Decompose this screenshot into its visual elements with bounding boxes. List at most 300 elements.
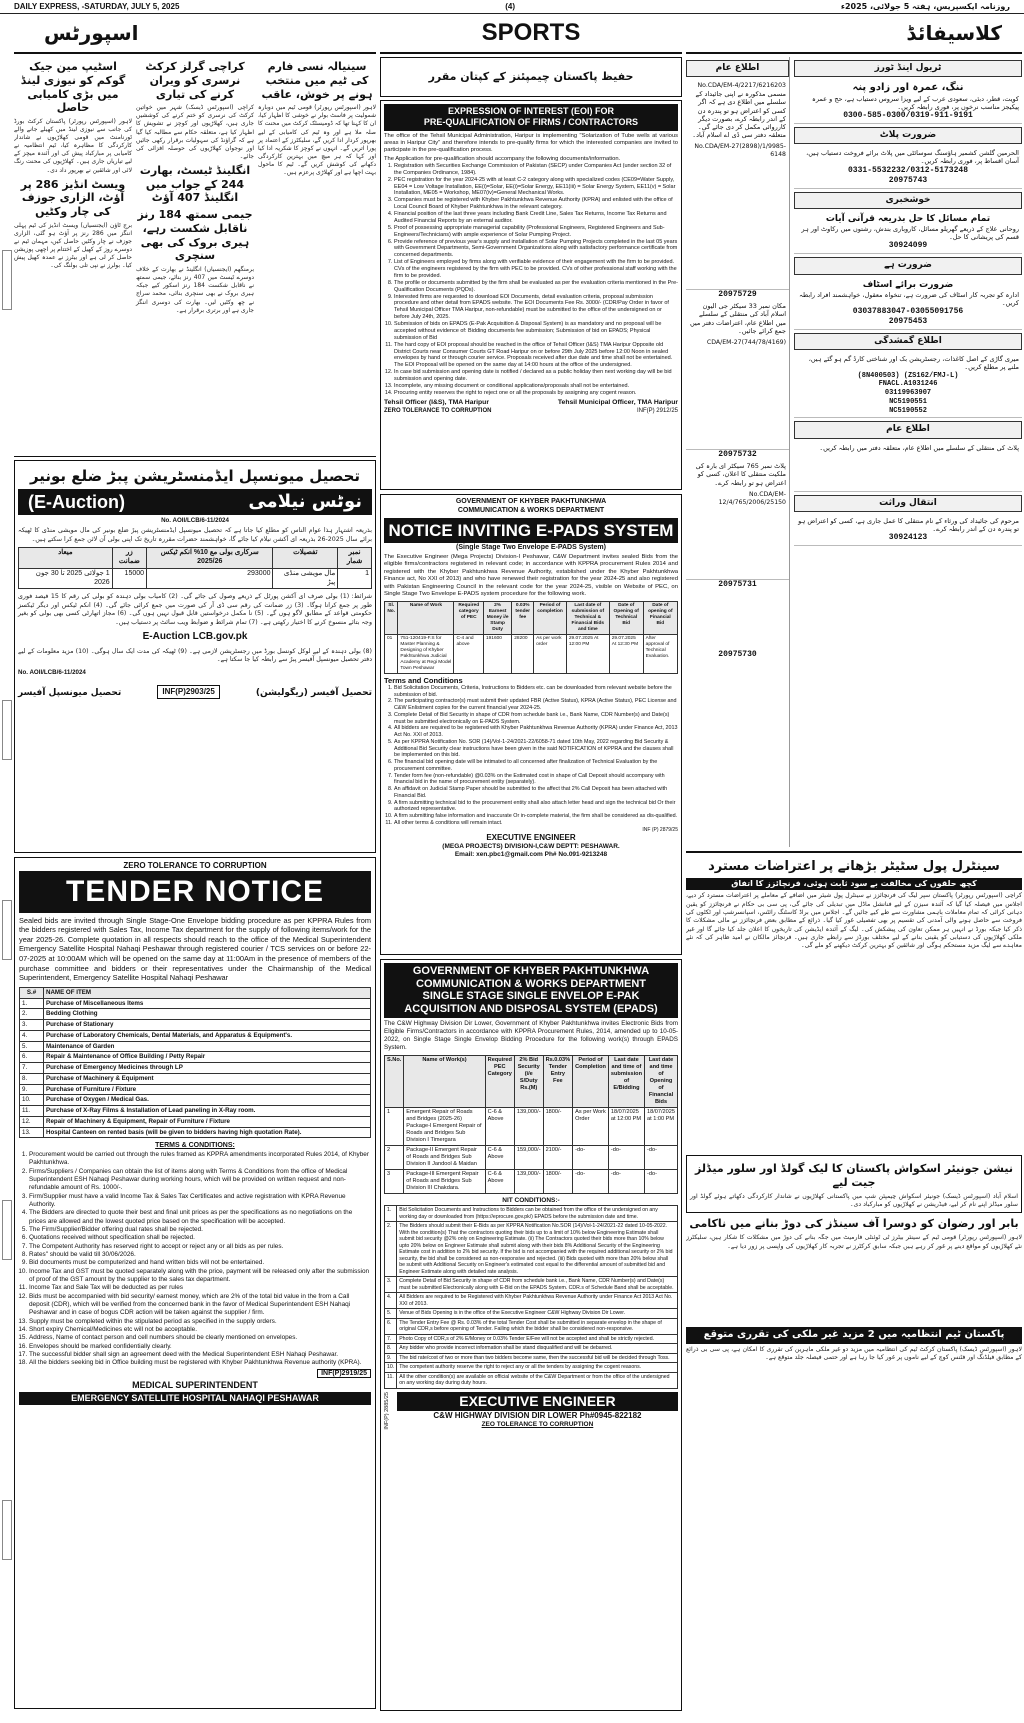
news-text: لاہور (اسپورٹس رپورٹر) قومی ٹیم میں دوبارہ شمولیت پر فاسٹ بولر نے خوشی کا اظہار کیا، ان کا کہنا تھا کہ ڈومیسٹک کرکٹ میں محنت کا صلہ ملا ہے اور وہ ٹیم کی کامیابی کے لیے بھرپور کردار ادا کریں گے، سلیکٹرز کے اعتماد پر پورا اتریں گے۔ انہوں نے کوچز کا شکریہ ادا کیا اور کہا کہ ہر میچ میں بہترین کارکردگی دکھانے کی کوشش کریں گے۔ ٹیم کا ماحول بہت اچھا ہے اور کھلاڑی پرعزم ہیں۔ [258, 104, 376, 176]
nit-condition: All Bidders are required to be Registered with Khyber Pakhtunkhwa Revenue Authority under Finance Act 2013 Act No. XXI of 2013. [397, 1293, 678, 1309]
term-item: 3. Firm/Supplier must have a valid Income Tax & Sales Tax Certificates and active registration with KPRA Revenue Authority. [29, 1193, 371, 1210]
table-cell: 1 [338, 568, 372, 589]
term-item: 7. The Competent Authority has reserved right to accept or reject any or all bids as per rules. [29, 1243, 371, 1251]
term-item: 8. An affidavit on Judicial Stamp Paper should be submitted to the affect that 2% Call Deposit has been attached with Financial Bid. [394, 786, 678, 800]
epads2-title-3: SINGLE STAGE SINGLE ENVELOP E-PAK [422, 990, 640, 1003]
inf-code: INF(P)2903/25 [157, 685, 219, 699]
eauction-english-sub: (E-Auction) [28, 491, 125, 512]
classified-item: تمام مسائل کا حل بذریعہ قرآنی آیات روحانی علاج کے ذریعے گھریلو مسائل، کاروباری بندش، رشتوں میں رکاوٹ اور ہر قسم کی پریشانی کا حل۔ 30924099 [794, 212, 1022, 255]
epads2-table-head [385, 1056, 678, 1108]
term-item: 1. Bid Solicitation Documents, Criteria, Instructions to Bidders etc. can be downloaded from relevant website before the submission of bid. [394, 685, 678, 699]
item-name: Repair of Machinery & Equipment, Repair of Furniture / Fixture [44, 1116, 371, 1127]
sports-headline: اسٹیپ مین جیک گوکم کو نیوزی لینڈ میں بڑی کامیابی حاصل [20, 60, 126, 115]
table-cell: C-6 & Above [485, 1108, 514, 1146]
table-cell: -do- [573, 1170, 609, 1194]
nit-title: NIT CONDITIONS:- [502, 1196, 560, 1204]
news-text: اسلام آباد (اسپورٹس ڈیسک) جونیئر اسکواش چیمپئن شپ میں پاکستانی کھلاڑیوں نے شاندار کارکردگی دکھاتے ہوئے گولڈ اور سلور میڈلز اپنے نام کر لیے، فیڈریشن نے کھلاڑیوں کو مبارکباد دی۔ [690, 1192, 1018, 1209]
news-box [686, 1155, 1022, 1213]
eoi-point: 14. Procuring entity reserves the right to reject one or all the proposals by assigning any cogent reason. [394, 390, 678, 397]
sports-urdu-header [14, 14, 376, 54]
table-row [20, 1116, 371, 1127]
eauction-urdu-sub: نوٹس نیلامی [248, 490, 362, 512]
eauction-ref: No. AOII/LCB/6-11/2024 [161, 517, 229, 525]
table-cell: 28200 [512, 634, 534, 673]
inf-code: INF(P) 2885/25 [384, 1391, 390, 1430]
table-cell: Package-II Emergent Repair of Roads and Bridges Sub Division II Jandool & Maidan [404, 1146, 485, 1170]
term-item: 17. The successful bidder shall sign an agreement deed with the Medical Superintendent ESH Nahaqi Peshawar. [29, 1351, 371, 1359]
epads1-sub: (Single Stage Two Envelope E-PADS System) [456, 543, 606, 551]
item-name: Purchase of Oxygen / Medical Gas. [44, 1095, 371, 1106]
col-header: 2% Earnest Money i/e Stamp Duty [483, 601, 511, 634]
table-cell: 1800/- [543, 1170, 573, 1194]
sports-headline: انگلینڈ ٹیسٹ، بھارت 244 کے جواب میں انگلینڈ 407 آؤٹ [139, 163, 251, 205]
item-name: Hospital Canteen on rented basis (will be given to bidders having high quotation Rate). [44, 1127, 371, 1138]
epads1-gov-1: GOVERNMENT OF KHYBER PAKHTUNKHWA [455, 498, 607, 505]
table-cell: 159,000/- [514, 1146, 543, 1170]
lost-ref[interactable]: 03119963907 [884, 389, 932, 397]
nit-table [384, 1205, 678, 1389]
col-header: 0.03% tender fee [512, 601, 534, 634]
term-item: 5. The Firm/Supplier/Bidder offering dual rates shall be rejected. [29, 1226, 371, 1234]
item-number: 7. [20, 1063, 44, 1074]
col-header: Last date and time of submission of E/Bidding [608, 1056, 644, 1108]
phone-number[interactable]: 0331-5532232/0312-5173248 [847, 165, 969, 175]
lost-ref: NC5190551 [889, 397, 927, 406]
eoi-notice [380, 100, 682, 490]
term-item: 15. Address, Name of contact person and cell numbers should be clearly mentioned on envelopes. [29, 1334, 371, 1342]
masthead-date-left: DAILY EXPRESS, -SATURDAY, JULY 5, 2025 [14, 1, 180, 11]
item-number: 8. [385, 1344, 397, 1354]
table-cell: 1 جولائی 2025 تا 30 جون 2026 [19, 568, 113, 589]
sports-headline: کراچی گرلز کرکٹ نرسری کو ویران کرنے کی تیاری [145, 60, 245, 101]
sports-headline: ویسٹ انڈیز 286 پر آؤٹ، الزاری جوزف کی چار وکٹیں [20, 177, 126, 219]
eoi-title-1: EXPRESSION OF INTEREST (EOI) FOR [447, 106, 615, 116]
epads1-footer-2: (MEGA PROJECTS) DIVISION-I,C&W DEPTT: PESHAWAR. [442, 842, 620, 850]
travel-offer: ننگ، عمرہ اور زادو پنہ [852, 82, 964, 94]
ref-code: No.CDA/EM-4/2217/6216203 [697, 82, 786, 90]
table-row [19, 568, 372, 589]
epads1-footer-1: EXECUTIVE ENGINEER [486, 832, 576, 842]
table-row [385, 1170, 678, 1194]
col-header: S.No. [385, 1056, 404, 1108]
classified-heading: اطلاع گمشدگی [794, 333, 1022, 350]
classified-col-right [794, 57, 1022, 847]
epads1-table-head [385, 601, 678, 634]
eauction-conditions: شرائط: (1) بولی صرف ای آکشن پورٹل کے ذریعے وصول کی جائے گی۔ (2) کامیاب بولی دہندہ کو بولی کی رقم کا 15 فیصد فوری طور پر جمع کرانا ہوگا۔ (3) زر ضمانت کی رقم سی ڈی آر کی صورت میں جمع کرائی جائے گی۔ (4) انکم ٹیکس اور دیگر ٹیکسز حکومتی قواعد کے مطابق لاگو ہوں گے۔ (5) نا مکمل درخواستیں قابل قبول نہیں ہوں گی۔ (6) مجاز اتھارٹی کسی بھی بولی کو بغیر وجہ بتائے منسوخ کرنے کا اختیار رکھتی ہے۔ (7) تمام شرائط و ضوابط ویب سائٹ پر دستیاب ہیں۔ [18, 593, 373, 626]
lost-ref: NC5190552 [889, 406, 927, 415]
table-row [385, 1334, 678, 1344]
nit-condition: Any bidder who provide incorrect information shall be stand disqualified and will be debarred. [397, 1344, 678, 1354]
sports-news-col [14, 57, 132, 453]
item-number: 11. [20, 1106, 44, 1117]
item-name: Bedding Clothing [44, 1009, 371, 1020]
eoi-point: 13. Incomplete, any missing document or conditional applications/proposals shall not be entertained. [394, 383, 678, 390]
term-item: 18. All the bidders seeking bid in Office building must be registered with Khyber Pakhtunkhwa Revenue authority (KPRA). [29, 1359, 371, 1367]
eoi-point: 6. Provide reference of previous year's supply and installation of Solar Pumping Projects completed in the last 05 years with Government Departments, Semi-Government Organizations along with satisfactory performance certificate from concerned departments. [394, 239, 678, 260]
terms-title: TERMS & CONDITIONS: [155, 1142, 235, 1150]
tender-notice [14, 857, 376, 1709]
sports-english-title: SPORTS [481, 19, 581, 46]
phone-number[interactable]: 30924099 [888, 241, 928, 251]
nit-condition: The Tender Entry Fee @ Rs. 0.03% of the total Tender Cost shall be submitted in separate envelop in the shape of original CDR,s before opening of Tender. Failing which the bidder shall be considered non-responsive. [397, 1318, 678, 1334]
table-row [20, 998, 371, 1009]
table-cell: 191600 [483, 634, 511, 673]
table-row [20, 1041, 371, 1052]
term-item: 4. The Bidders are directed to quote their best and final unit prices as per the specifications as no negotiations on the prices are allowed and the lowest quoted price based on the specification will be accepted. [29, 1209, 371, 1226]
lost-ref: (8N400503) (ZS162/FMJ-L) [857, 371, 959, 380]
table-cell: 18/07/2025 at 1:00 PM [645, 1108, 678, 1146]
news-text: کراچی (اسپورٹس رپورٹر) پاکستان سپر لیگ کی فرنچائزز نے سینٹرل پول شیئر میں اضافے کے معاملے پر اعتراضات مسترد کر دیے، اجلاس میں فیصلہ کیا گیا کہ آئندہ سیزن کے لیے فنانشل ماڈل میں تبدیلی کی جائے گی، پی سی بی حکام نے فرنچائزز کو یقین دہانی کرائی کہ تمام معاملات باہمی مشاورت سے طے کیے جائیں گے۔ اجلاس میں براڈ کاسٹنگ رائٹس، اسپانسرشپ اور ٹکٹوں کی فروخت سے حاصل ہونے والی آمدنی کی تقسیم پر بھی تفصیلی غور کیا گیا۔ ذرائع کے مطابق بعض فرنچائزز نے مالی مشکلات کا ذکر کیا جبکہ بورڈ نے انہیں ہر ممکن تعاون کی پیشکش کی۔ لیگ کے آئندہ ایڈیشن کی تاریخوں کا اعلان جلد کیا جائے گا اور غیر ملکی کھلاڑیوں کی دستیابی کو یقینی بنانے کے لیے مختلف بورڈز سے رابطے جاری ہیں۔ فرنچائز مالکان نے امید ظاہر کی کہ نئے معاہدے سے لیگ مزید مستحکم ہوگی اور شائقین کو بہترین کرکٹ دیکھنے کو ملے گی۔ [686, 892, 1022, 950]
sports-news-col [258, 57, 376, 453]
eoi-point: 9. Interested firms are requested to download EOI Documents, detail evaluation criteria, proposal submission procedure and other detail from EPADS website. The EOI Documents Fee Rs. 3000/- (CDR/Pay Order in favor of Tehsil Municipal Officer TMA Haripur, non-refundable) must be submitted to the office of the undersigned on or before July 24th, 2025. [394, 294, 678, 322]
phone-number[interactable]: 20975730 [718, 650, 757, 660]
eoi-point: 8. The profile or documents submitted by the firm shall be evaluated as per the evaluation criteria mentioned in the Pre-Qualification Documents (PQDs). [394, 280, 678, 294]
eoi-title-2: PRE-QUALIFICATION OF FIRMS / CONTRACTORS [423, 117, 639, 128]
table-row [385, 1344, 678, 1354]
classified-heading: ٹریول اینڈ ٹورز [794, 60, 1022, 77]
epads2-title-2: COMMUNICATION & WORKS DEPARTMENT [416, 977, 646, 990]
nit-condition: The bid rate/cost of two or more than two bidders become same, then the successful bid will be decided through Toss. [397, 1353, 678, 1363]
news-text: برج ٹاؤن (ایجنسیاں) ویسٹ انڈیز کی ٹیم پہلی اننگز میں 286 رنز پر آؤٹ ہو گئی، الزاری جوزف نے چار وکٹیں حاصل کیں، مہمان ٹیم نے دوسرے روز کے کھیل کے اختتام پر اچھی پوزیشن حاصل کر لی ہے اور بیٹرز نے عمدہ کھیل پیش کیا۔ بولرز نے نپی تلی بولنگ کی۔ [14, 221, 132, 270]
phone-number[interactable]: 20975731 [718, 580, 757, 590]
term-item: 10. Income Tax and GST must be quoted separately along with the price, payment will be released only after the submission of proof of the GST amount by the supplier to the sales tax department. [29, 1268, 371, 1285]
term-item: 2. Firms/Suppliers / Companies can obtain the list of items along with Terms & Conditions from the office of Medical Superintendent ESH Nahaqi Peshawar during working hours, which will be provided on written request and non-refundable amount of Rs. 1000/-. [29, 1168, 371, 1193]
item-number: 13. [20, 1127, 44, 1138]
sports-headline: سینیالہ نسی فارم کی ٹیم میں منتخب ہونے پر خوش، عاقب [261, 60, 373, 101]
nit-condition: Venue of Bids Opening is in the office of the Executive Engineer C&W Highway Division Dir Lower. [397, 1309, 678, 1319]
inf-code: INF(P) 2912/25 [636, 408, 678, 415]
table-row [385, 634, 678, 673]
eoi-point: 11. The hard copy of EOI proposal should be reached in the office of Tehsil Officer (I&S) TMA Haripur Opposite old District Courts near Consumer Courts GT Road Haripur on or before 29th July 2025 before 12:00 Noon in sealed envelopes by hand or through courier service. Proposals received after due date and time shall not be entertained. The EOI Proposal will be opened on the same day at 14:00 hours at the office of the undersigned. [394, 342, 678, 370]
classified-item: پلاٹ نمبر 765 سیکٹر ای بارہ کی ملکیت منتقلی کا اعلان، کسی کو اعتراض ہو تو رابطہ کرے۔ No.CDA/EM-12/4/765/2006/25150 [686, 460, 789, 580]
col-header: Date of opening of Financial Bid [643, 601, 677, 634]
table-cell: 18/07/2025 at 12:00 PM [608, 1108, 644, 1146]
tender-footer-2: EMERGENCY SATELLITE HOSPITAL NAHAQI PESHAWAR [19, 1392, 371, 1405]
zero-tolerance-banner: ZERO TOLERANCE TO CORRUPTION [384, 408, 492, 415]
term-item: 2. The participating contractor(s) must submit their updated FBR (Active Status), KPRA (Active Status), PEC License and C&W Enlistment copies for the current financial year 2024-25. [394, 698, 678, 712]
epads1-terms [384, 685, 678, 827]
table-row [20, 1106, 371, 1117]
ref-code: No.CDA/EM-12/4/765/2006/25150 [718, 490, 786, 506]
eoi-title-band [384, 104, 678, 131]
classified-heading: ضرورت ہے [794, 257, 1022, 274]
col-header: Name of Work [398, 601, 454, 634]
sports-news-col [136, 57, 254, 453]
epads2-footer-2: C&W HIGHWAY DIVISION DIR LOWER Ph#0945-822182 [433, 1411, 642, 1421]
table-cell: 1 [385, 1108, 404, 1146]
sports-news [14, 54, 376, 457]
item-name: Purchase of X-Ray Films & Installation of Lead paneling in X-Ray room. [44, 1106, 371, 1117]
epads2-intro: The C&W Highway Division Dir Lower, Government of Khyber Pakhtunkhwa invites Electronic Bids from Eligible Firms/Contractors in accordance with KPPRA Procurement Rules, 2014, amended up to 10-05-2022, on Single Stage Single Envelop Bidding Procedure for the following work(s) through EPADS System. [384, 1019, 678, 1052]
right-news [686, 851, 1022, 1446]
table-cell: -do- [608, 1170, 644, 1194]
registration-mark [2, 700, 12, 760]
classified-heading: ضرورت پلاٹ [794, 127, 1022, 144]
table-row [20, 1020, 371, 1031]
col-header: Required PEC Category [485, 1056, 514, 1108]
top-news-headline: حفیظ پاکستان چیمپئنز کے کپتان مقرر [428, 70, 634, 84]
col-header: Sl. No. [385, 601, 398, 634]
epads2-footer [384, 1392, 678, 1430]
item-name: Purchase of Miscellaneous Items [44, 998, 371, 1009]
item-number: 11. [385, 1372, 397, 1388]
tender-inf-wrap [19, 1370, 371, 1379]
table-row [20, 1095, 371, 1106]
eauction-text: بذریعہ اشتہار ہذا عوام الناس کو مطلع کیا جاتا ہے کہ تحصیل میونسپل ایڈمنسٹریشن پبڑ ضلع بونیر کی مال مویشی منڈی کا ٹھیکہ برائے سال 2025-26 بذریعہ ای آکشن نیلام کیا جائے گا، خواہشمند حضرات مقررہ تاریخ تک اپنی بولی آن لائن جمع کرا سکتے ہیں۔ [18, 527, 372, 543]
table-row [385, 1318, 678, 1334]
table-row [385, 1277, 678, 1293]
table-cell: -do- [573, 1146, 609, 1170]
epads2-title-band [384, 963, 678, 1018]
col-header: Period of completion [534, 601, 567, 634]
term-item: 5. As per KPPRA Notification No. SOR (14)/Vol-1-24/2021-22/6058-71 dated 10th May, 2022 regarding Bid Security & Additional Bid Security clear instructions have been given in the said NOTIFICATION of KPPRA and the clauses shall be implemented on this bid. [394, 739, 678, 759]
news-text: لاہور (اسپورٹس ڈیسک) پاکستان کرکٹ ٹیم کی انتظامیہ میں مزید دو غیر ملکی ماہرین کی تقرری کا امکان ہے، پی سی بی ذرائع کے مطابق فیلڈنگ اور فٹنس کوچ کے لیے ناموں پر غور کیا جا رہا ہے اور حتمی فیصلہ جلد متوقع ہے۔ [686, 1345, 1022, 1362]
phone-number[interactable]: 20975453 [888, 317, 928, 326]
epads2-footer-text [397, 1392, 678, 1430]
eoi-point: 10. Submission of bids on EPADS (E-Pak Acquisition & Disposal System) is as mandatory and no proposal will be accepted without evidence of: Bidding documents fee submission; Submission of bid on EPADS; Physical submission of Bid [394, 321, 678, 342]
col-header: Last date and time of Opening of Financial Bids [645, 1056, 678, 1108]
table-cell: -do- [608, 1146, 644, 1170]
phone-number[interactable]: 20975732 [718, 450, 757, 460]
term-item: 6. The financial bid opening date will be intimated to all concerned after finalization of Technical Evaluation by the procurement committee. [394, 759, 678, 773]
nit-condition: The competent authority reserve the right to reject any or all the tenders by assigning the cogent reasons. [397, 1363, 678, 1373]
nit-body [385, 1206, 678, 1389]
item-name: Purchase of Stationary [44, 1020, 371, 1031]
classified-col-left [686, 57, 790, 847]
lost-ref: FNACL.A1031246 [878, 380, 938, 389]
table-cell: After approval of Technical Evaluation. [643, 634, 677, 673]
phone-number[interactable]: 03037883047-03055091756 [852, 307, 964, 316]
inf-code: INF (P) 2879/25 [642, 826, 678, 833]
item-name: Purchase of Furniture / Fixture [44, 1084, 371, 1095]
table-row [385, 1353, 678, 1363]
registration-mark [2, 1200, 12, 1260]
table-cell: 1800/- [543, 1108, 573, 1146]
news-headline: سینٹرل پول سٹیٹر بڑھانے پر اعتراضات مسترد [708, 859, 1000, 874]
eauction-col-header: زر ضمانت [112, 548, 146, 569]
item-number: 5. [20, 1041, 44, 1052]
table-cell: 15000 [112, 568, 146, 589]
term-item: 11. Income Tax and Sale Tax will be deducted as per rules [29, 1284, 371, 1292]
term-item: 9. A firm submitting technical bid to the procurement entity shall also attach letter head and sign the technical bid Or their authorized representative. [394, 800, 678, 814]
col-header-item: NAME OF ITEM [44, 987, 371, 998]
news-headline: بابر اور رضوان کو دوسرا آف سینڈز کی دوڑ بنانے میں ناکامی [689, 1217, 1019, 1231]
term-item: 9. Bid documents must be computerized and hand written bids will not be entertained. [29, 1259, 371, 1267]
table-row [385, 1372, 678, 1388]
zero-tolerance-banner: ZEO TOLERANCE TO CORRUPTION [481, 1421, 594, 1429]
epads-notice-2 [380, 959, 682, 1711]
item-number: 6. [20, 1052, 44, 1063]
nit-condition: Complete Detail of Bid Security in shape of CDR from schedule bank i.e., Bank Name, CDR Number(s) and Date(s) must be submitted Electronically along with E-Bid on the EPADS System. CDR.s of Schedule Band shall be acceptable. [397, 1277, 678, 1293]
item-number: 7. [385, 1334, 397, 1344]
eoi-sign-left: Tehsil Officer (I&S), TMA Haripur [384, 398, 489, 406]
classified-title: کلاسیفائڈ [906, 20, 1002, 45]
ref-code: No.CDA/EM-27(2898)/1/9985-6148 [694, 143, 786, 159]
tender-footer-1: MEDICAL SUPERINTENDENT [132, 1380, 258, 1391]
col-header: Date of Opening of Technical Bid [609, 601, 643, 634]
table-cell: 293000 [147, 568, 273, 589]
inf-code: INF(P)2919/25 [317, 1369, 371, 1378]
tender-items-body [20, 998, 371, 1138]
middle-column [380, 14, 682, 1723]
item-number: 1. [20, 998, 44, 1009]
epads1-table [384, 601, 678, 674]
item-number: 4. [20, 1030, 44, 1041]
item-name: Repair & Maintenance of Office Building / Petty Repair [44, 1052, 371, 1063]
eoi-sign-right: Tehsil Municipal Officer, TMA Haripur [557, 398, 678, 406]
sports-headline: جیمی سمتھ 184 رنز ناقابل شکست رہے، ہیری بروک کی بھی سنچری [137, 208, 253, 263]
eauction-col-header: سرکاری بولی مع 10% انکم ٹیکس 2025/26 [147, 548, 273, 569]
news-headline: پاکستان ٹیم انتظامیہ میں 2 مزید غیر ملکی کی تقرری متوقع [686, 1327, 1022, 1344]
eoi-point: 4. Financial position of the last three years including Bank Credit Line, Sales Tax Returns, Income Tax Returns and Audited Financial Reports by an external auditor. [394, 211, 678, 225]
classified-item: مکان نمبر 33 سیکٹر جی الیون اسلام آباد کی منتقلی کے سلسلے میں اطلاع عام، اعتراضات دفتر میں جمع کرائے جائیں۔ CDA/EM-27(744/78/4169) [686, 300, 789, 450]
epads1-title: NOTICE INVITING E-PADS SYSTEM [384, 518, 678, 543]
item-number: 1. [385, 1206, 397, 1222]
eauction-urdu-header: تحصیل میونسپل ایڈمنسٹریشن پبڑ ضلع بونیر [29, 467, 361, 485]
eauction-col-header: نمبر شمار [338, 548, 372, 569]
news-headline: نیشن جونیئر اسکواش پاکستان کا لیک گولڈ اور سلور میڈلز جیت لیے [695, 1162, 1013, 1189]
eauction-notice [14, 460, 376, 853]
classified-item: الحرمین گلشن کشمیر ہاؤسنگ سوسائٹی میں پلاٹ برائے فروخت دستیاب ہیں، آسان اقساط پر، فوری رابطہ کریں۔ 0331-5532232/0312-5173248 20975743 [794, 147, 1022, 188]
table-cell: As per work order [534, 634, 567, 673]
nit-condition: The Bidders should submit their E-Bids as per KPPRA Notification No.SOR (14)/Vol-1-24/2021-22 dated 10-05-2022. With the condition(s) That the contractors quoting their bids up to a limit of 10% below Engineering Estimate shall submit bid security @2% only on Engineering Estimate. (ii) The Contractors quoted their bids more than 10% below upto 20% below on Engineer Estimate shall submit along with their bids 8% Additional Security of the Engineering Estimate cost in addition to 2% bid security. If the bid is not accompanied with the required additional security or 2% bid security, the bid shall be considered as non-responsive and rejected. (iii) Bids quoted with more than 20% below shall be submit with Additional Security on Engineer's estimated cost equal to the differential amount of submitted bid and Engineer Estimate along with detailed rate analysis. [397, 1222, 678, 1277]
table-cell: C-6 & Above [485, 1170, 514, 1194]
table-cell: 2100/- [543, 1146, 573, 1170]
news-text: کراچی (اسپورٹس ڈیسک) شہر میں خواتین کرکٹ کی نرسری کو ختم کرنے کی کوششیں جاری ہیں، کھلاڑیوں اور کوچز نے تشویش کا اظہار کیا ہے، متعلقہ حکام سے مطالبہ کیا گیا ہے کہ گراؤنڈ کی سہولیات برقرار رکھی جائیں اور نوجوان کھلاڑیوں کی حوصلہ افزائی کی جائے۔ [136, 104, 254, 160]
eoi-point: 2. PEC registration for the year 2024-25 with at least C-2 category along with specialized codes (CE09=Water Supply, EE04 = Low Voltage Installation, EE(i)=Solar, EE(i)=Solar Energy, EE11(iii) = Solar Energy System, EE11(v) = Solar Installation, ME05 = Workshop, ME07(iv)=General Mechanical Works. [394, 177, 678, 198]
table-row [20, 1030, 371, 1041]
epads1-terms-title: Terms and Conditions [384, 675, 463, 685]
col-header: Rs.0.03% Tender Entry Fee [543, 1056, 573, 1108]
table-cell: Emergent Repair of Roads and Bridges (2025-26) Package-I Emergent Repair of Roads and Bridges Sub Division I Timergara [404, 1108, 485, 1146]
table-row [20, 1084, 371, 1095]
table-cell: 2 [385, 1146, 404, 1170]
table-cell: 139,000/- [514, 1108, 543, 1146]
phone-number[interactable]: 0300-585-0300/0319-911-9191 [843, 111, 973, 120]
phone-number[interactable]: 20975729 [718, 290, 757, 300]
sports-english-header [380, 14, 682, 54]
eauction-sign-right: تحصیل آفیسر (ریگولیشن) [255, 687, 372, 698]
classified-heading: اطلاع عام [686, 60, 789, 77]
table-cell: 29.07.2025 At 12:00 PM [566, 634, 609, 673]
tender-intro: Sealed bids are invited through Single Stage-One Envelope bidding procedure as per KPPRA Rules from the bidders registered with Sales Tax, Income Tax department for the supply of following items/work for the year 2025-26. Complete quotation in all respects should reach to the office of the Medical Superintendent Emergency Satellite Hospital Nahaqi Peshawar through registered courier / TCS services on or before 22-07-2025 at 10:00AM which will be opened on the same day at 11:00Am in the presence of members of the purchase committee and bidders or their representatives under the Chairmanship of the Medical Superintendent, Emergency Satellite Hospital Nahaqi Peshawar [19, 915, 371, 983]
col-header: Required category of PEC [454, 601, 483, 634]
table-row [20, 1009, 371, 1020]
term-item: 16. Envelopes should be marked confidentially clearly. [29, 1343, 371, 1351]
table-row [385, 1222, 678, 1277]
epads2-footer-1: EXECUTIVE ENGINEER [397, 1392, 678, 1412]
epads2-table [384, 1055, 678, 1194]
table-cell: -do- [645, 1146, 678, 1170]
eauction-more: (8) بولی دہندہ کے لیے لوکل کونسل بورڈ میں رجسٹریشن لازمی ہے۔ (9) ٹھیکہ کی مدت ایک سال ہوگی۔ (10) مزید معلومات کے لیے دفتر تحصیل میونسپل آفیسر پبڑ سے رابطہ کیا جا سکتا ہے۔ [18, 647, 372, 664]
item-number: 3. [385, 1277, 397, 1293]
tender-title: TENDER NOTICE [19, 871, 371, 913]
classified-heading: اطلاع عام [794, 421, 1022, 438]
item-number: 2. [20, 1009, 44, 1020]
eoi-intro: The office of the Tehsil Municipal Administration, Haripur is implementing "Solarization of Tube wells at various areas in Haripur City" and therefore intends to pre-qualify firms for which the interested companies are invited to participate in the pre-qualification process. [384, 132, 678, 154]
term-item: 12. Bids must be accompanied with bid security/ earnest money, which are 2% of the total bid value in the from a Call deposit (CDR), which will be verified from the concerned bank in the favor of Medical Superintendent ESH Nahaqi Peshawar and in case of bogus CDR action will be taken against the supplier / firm. [29, 1293, 371, 1318]
term-item: 1. Procurement would be carried out through the rules framed as KPPRA amendments incorporated Rules 2014, of Khyber Pakhtunkhwa. [29, 1151, 371, 1168]
term-item: 4. All bidders are required to be registered with Khyber Pakhtunkhwa Revenue Authority (KPRA) under Finance Act, 2013 Act No. XXI of 2013. [394, 725, 678, 739]
news-text: لاہور (اسپورٹس رپورٹر) قومی ٹیم کے سینئر بیٹرز ٹی ٹوئنٹی فارمیٹ میں جگہ بنانے کی دوڑ میں مشکلات کا شکار ہیں، سلیکٹرز نئے کھلاڑیوں کو مواقع دینے پر غور کر رہے ہیں جبکہ سابق کرکٹرز نے تجربہ کار کھلاڑیوں کی واپسی پر زور دیا ہے۔ [686, 1234, 1022, 1250]
classified-ad-mid: ضرورت برائے اسٹاف [862, 279, 954, 290]
classified-item: پلاٹ کی منتقلی کے سلسلے میں اطلاع عام، متعلقہ دفتر میں رابطہ کریں۔ [794, 442, 1022, 492]
phone-number[interactable]: 30924123 [888, 533, 928, 542]
item-number: 5. [385, 1309, 397, 1319]
epads-notice-1 [380, 494, 682, 955]
term-item: 7. Tender form fee (non-refundable) @0.03% on the Estimated cost in shape of Call Deposit should accompany with financial bid in the name of procurement entity (separately). [394, 773, 678, 787]
eauction-ref2: No. AOII/LCB/6-11/2024 [18, 668, 86, 676]
classified-item: No.CDA/EM-4/2217/6216203 مسمی مذکورہ نے اپنی جائیداد کے سلسلے میں اطلاع دی ہے کہ اگر کسی کو اعتراض ہو تو پندرہ دن کے اندر رابطہ کرے، بصورت دیگر کارروائی مکمل کر دی جائے گی۔ متعلقہ دفتر سی ڈی اے اسلام آباد۔ No.CDA/EM-27(2898)/1/9985-6148 [686, 80, 789, 290]
term-item: 13. Supply must be completed within the stipulated period as specified in the supply orders. [29, 1318, 371, 1326]
classified-heading: انتقال وراثت [794, 495, 1022, 512]
eauction-footer [18, 685, 372, 699]
classified-item: ضرورت برائے اسٹاف ادارہ کو تجربہ کار اسٹاف کی ضرورت ہے، تنخواہ معقول، خواہشمند افراد رابطہ کریں۔ 03037883047-03055091756 20975453 [794, 278, 1022, 331]
term-item: 8. Rates" should be valid till 30/06/2026. [29, 1251, 371, 1259]
table-cell: C-6 & Above [485, 1146, 514, 1170]
classified-header [686, 14, 1022, 54]
eauction-banner [18, 489, 372, 516]
classified-item: میری گاڑی کے اصل کاغذات، رجسٹریشن بک اور شناختی کارڈ گم ہو گئے ہیں، ملنے پر مطلع کریں۔ (8N400503) (ZS162/FMJ-L) FNACL.A1031246 03119963907 NC5190551 NC5190552 [794, 353, 1022, 418]
registration-mark [2, 900, 12, 960]
table-cell: Package-III Emergent Repair of Roads and Bridges Sub Division III Chakdara. [404, 1170, 485, 1194]
table-row [385, 1206, 678, 1222]
eoi-signatures [384, 399, 678, 407]
eoi-point: 7. List of Engineers employed by firms along with verifiable evidence of their engagement with the firm to be provided. CVs of the engineers registered by the firm with PEC to be provided. CVs of other professional staff working with the firm to be provided. [394, 259, 678, 280]
eauction-portal[interactable]: E-Auction LCB.gov.pk [142, 631, 248, 643]
epads1-gov-2: COMMUNICATION & WORKS DEPARTMENT [457, 506, 605, 514]
col-header: Period of Completion [573, 1056, 609, 1108]
epads1-intro: The Executive Engineer (Mega Projects) Division-I Peshawar, C&W Department invites sealed Bids from the eligible firms/contractors registered in relevant code; in accordance with KPPRA procurement Rules 2014 and registered with the Khyber Pakhtunkhwa Revenue Authority, established under the Khyber Pakhtunkhwa Finance act, No XXI of 2013) and who have renewed their registration for the year 2024-25 and also registered with Pakistan Engineering Council in the relevant code for the year 2024-25, visible on Website of PEC, on Single Stage Two Envelope E-PADS system procedure for the following work. [384, 553, 678, 598]
item-number: 9. [385, 1353, 397, 1363]
registration-mark [2, 250, 12, 310]
col-header: Last date of submission of Technical & Financial Bids and time [566, 601, 609, 634]
table-row [20, 1052, 371, 1063]
item-number: 2. [385, 1222, 397, 1277]
term-item: 14. Short expiry Chemical/Medicines etc will not be acceptable. [29, 1326, 371, 1334]
terms-list [19, 1151, 371, 1368]
eoi-bottom [384, 408, 678, 416]
epads2-table-body [385, 1108, 678, 1194]
eoi-point: 1. Registration with Securities Exchange Commission of Pakistan (SECP) under Companies Act (under section 32 of the Companies Ordinance, 1984). [394, 163, 678, 177]
table-cell: 29.07.2025 At 12:30 PM [609, 634, 643, 673]
table-cell: 3 [385, 1170, 404, 1194]
zero-tolerance-banner: ZERO TOLERANCE TO CORRUPTION [123, 861, 267, 870]
classified-item: ننگ، عمرہ اور زادو پنہ کویت، قطر، دبئی، سعودی عرب کے لیے ویزا سروس دستیاب ہے، حج و عمرہ پیکیجز مناسب نرخوں پر، فوری رابطہ کریں۔ 0300-585-0300/0319-911-9191 [794, 80, 1022, 124]
right-column [686, 14, 1022, 1723]
phone-number[interactable]: 20975743 [888, 175, 928, 185]
eauction-sign-left: تحصیل میونسپل آفیسر [18, 687, 122, 698]
masthead [0, 0, 1024, 14]
term-item: 10. A firm submitting false information and inaccurate Or in-complete material, the firm shall be considered as dis-qualified. [394, 813, 678, 820]
item-name: Purchase of Emergency Medicines through LP [44, 1063, 371, 1074]
item-number: 8. [20, 1073, 44, 1084]
item-number: 9. [20, 1084, 44, 1095]
registration-mark [2, 1500, 12, 1560]
nit-condition: Bid Solicitation Documents and Instructions to Bidders can be obtained from the office of the undersigned on any working day or downloaded from (https://eprocure.gov.pk/) EPADS before the submission date and time. [397, 1206, 678, 1222]
top-news-strip [380, 57, 682, 97]
epads1-footer-3: Email: xen.pbc1@gmail.com Ph# No.091-9213248 [454, 851, 608, 859]
item-number: 10. [20, 1095, 44, 1106]
table-cell: C-4 and above [454, 634, 483, 673]
table-row [20, 1127, 371, 1138]
item-number: 10. [385, 1363, 397, 1373]
news-text: لاہور (اسپورٹس رپورٹر) پاکستان کرکٹ بورڈ کی جانب سے نیوزی لینڈ میں کھیلے جانے والے ٹورنامنٹ میں قومی کھلاڑیوں نے شاندار کارکردگی کا مظاہرہ کیا، ٹیم انتظامیہ نے کامیابی پر مبارکباد پیش کی اور آئندہ میچز کے لیے تیاریاں جاری ہیں۔ کھلاڑیوں کی محنت رنگ لائی اور شائقین نے بھرپور داد دی۔ [14, 118, 132, 174]
page-number: (4) [505, 1, 516, 11]
item-number: 12. [20, 1116, 44, 1127]
table-row [385, 1108, 678, 1146]
epads2-title-1: GOVERNMENT OF KHYBER PAKHTUNKHWA [412, 965, 650, 977]
